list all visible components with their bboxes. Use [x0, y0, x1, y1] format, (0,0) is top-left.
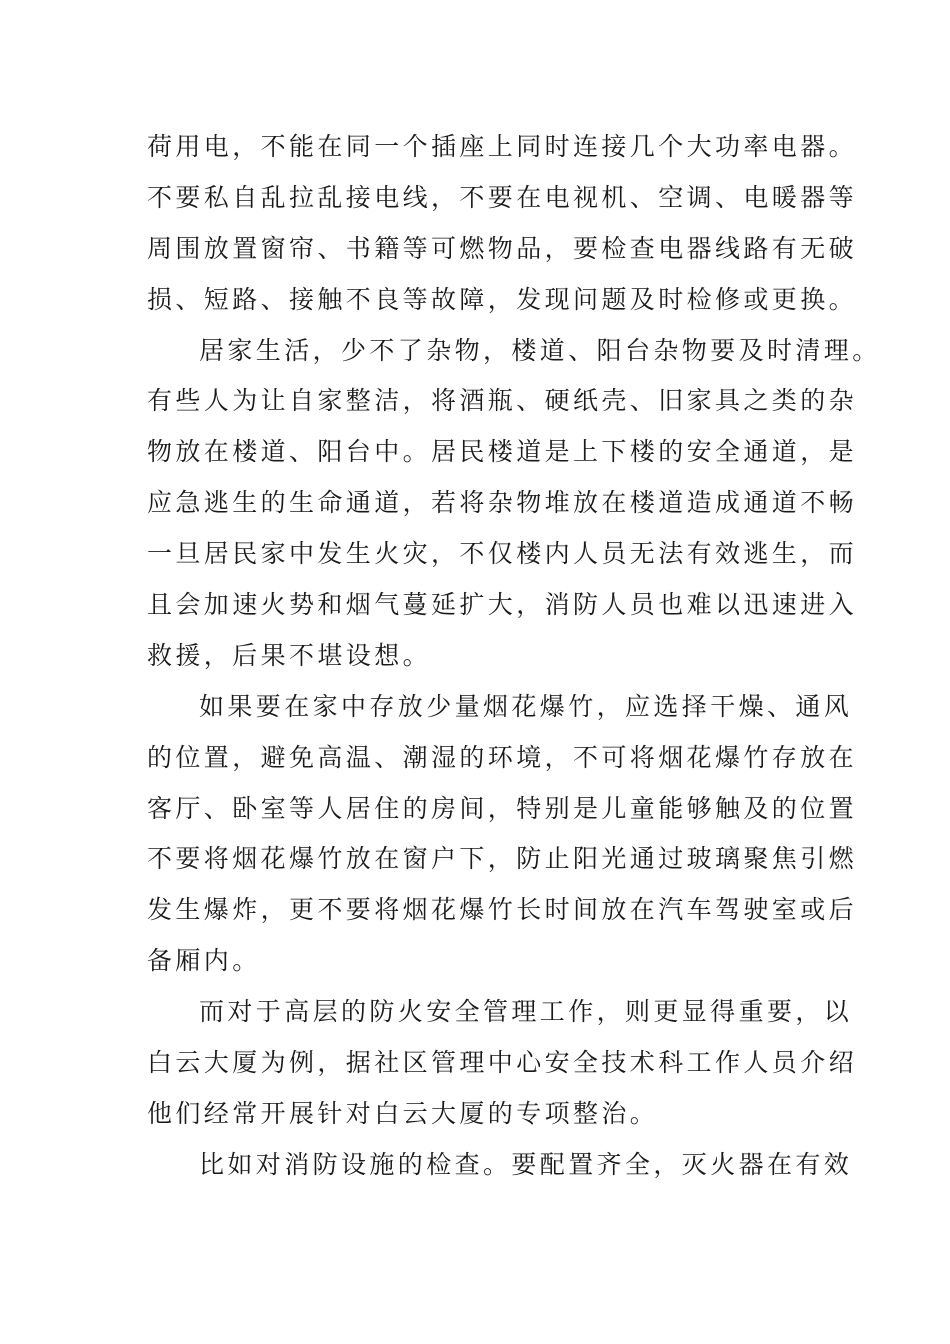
text-line: 他们经常开展针对白云大厦的专项整治。 [147, 1098, 659, 1128]
text-line: 且会加速火势和烟气蔓延扩大，消防人员也难以迅速进入 [147, 590, 858, 620]
text-line: 发生爆炸，更不要将烟花爆竹长时间放在汽车驾驶室或后 [147, 895, 858, 925]
text-line: 救援，后果不堪设想。 [147, 640, 432, 670]
paragraph-first-line: 而对于高层的防火安全管理工作，则更显得重要，以 [199, 997, 853, 1027]
text-line: 损、短路、接触不良等故障，发现问题及时检修或更换。 [147, 284, 858, 314]
text-line: 不要将烟花爆竹放在窗户下，防止阳光通过玻璃聚焦引燃 [147, 844, 858, 874]
text-line: 周围放置窗帘、书籍等可燃物品，要检查电器线路有无破 [147, 233, 858, 263]
text-line: 不要私自乱拉乱接电线，不要在电视机、空调、电暖器等 [147, 182, 858, 212]
text-line: 白云大厦为例，据社区管理中心安全技术科工作人员介绍 [147, 1048, 858, 1078]
text-line: 有些人为让自家整洁，将酒瓶、硬纸壳、旧家具之类的杂 [147, 386, 858, 416]
text-line: 备厢内。 [147, 946, 261, 976]
text-line: 物放在楼道、阳台中。居民楼道是上下楼的安全通道，是 [147, 437, 858, 467]
text-line: 一旦居民家中发生火灾，不仅楼内人员无法有效逃生，而 [147, 539, 858, 569]
text-line: 应急逃生的生命通道，若将杂物堆放在楼道造成通道不畅 [147, 488, 858, 518]
text-line: 的位置，避免高温、潮湿的环境，不可将烟花爆竹存放在 [147, 742, 858, 772]
text-line: 荷用电，不能在同一个插座上同时连接几个大功率电器。 [147, 132, 858, 161]
paragraph-first-line: 比如对消防设施的检查。要配置齐全，灭火器在有效 [199, 1149, 853, 1179]
paragraph-first-line: 居家生活，少不了杂物，楼道、阳台杂物要及时清理。 [199, 335, 881, 365]
paragraph-first-line: 如果要在家中存放少量烟花爆竹，应选择干燥、通风 [199, 691, 853, 721]
text-line: 客厅、卧室等人居住的房间，特别是儿童能够触及的位置 [147, 793, 858, 823]
document-body [147, 122, 881, 1191]
